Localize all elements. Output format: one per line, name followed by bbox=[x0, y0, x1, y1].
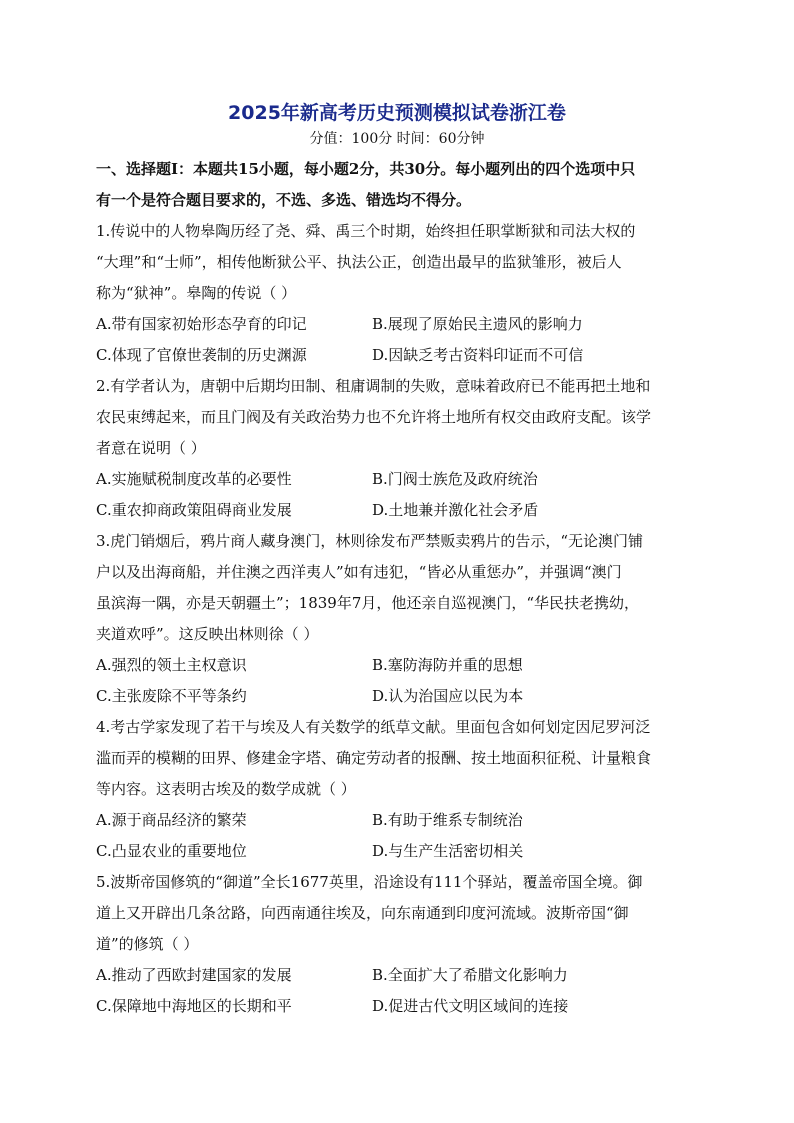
option-b: B.有助于维系专制统治 bbox=[372, 811, 523, 829]
question-stem bbox=[96, 712, 698, 805]
question-stem-line: 2.有学者认为，唐朝中后期均田制、租庸调制的失败，意味着政府已不能再把土地和 bbox=[96, 377, 651, 395]
section-heading-line: 有一个是符合题目要求的，不选、多选、错选均不得分。 bbox=[96, 191, 472, 209]
options-row bbox=[96, 991, 698, 1022]
options-row bbox=[96, 464, 698, 495]
question-options bbox=[96, 464, 698, 526]
question-stem-line: 夹道欢呼”。这反映出林则徐（ ） bbox=[96, 625, 319, 643]
option-c: C.体现了官僚世袭制的历史渊源 bbox=[96, 346, 307, 364]
question-stem-line: 户以及出海商船，并住澳之西洋夷人”如有违犯，“皆必从重惩办”，并强调“澳门 bbox=[96, 563, 622, 581]
option-d: D.土地兼并激化社会矛盾 bbox=[372, 501, 539, 519]
option-b: B.展现了原始民主遗风的影响力 bbox=[372, 315, 583, 333]
question-options bbox=[96, 309, 698, 371]
exam-title: 2025年新高考历史预测模拟试卷浙江卷 bbox=[228, 102, 566, 124]
options-row bbox=[96, 681, 698, 712]
options-row bbox=[96, 836, 698, 867]
option-a: A.强烈的领土主权意识 bbox=[96, 656, 247, 674]
question-stem bbox=[96, 371, 698, 464]
options-row bbox=[96, 650, 698, 681]
option-b: B.塞防海防并重的思想 bbox=[372, 656, 523, 674]
option-c: C.保障地中海地区的长期和平 bbox=[96, 997, 292, 1015]
option-c: C.重农抑商政策阻碍商业发展 bbox=[96, 501, 292, 519]
options-row bbox=[96, 309, 698, 340]
question-options bbox=[96, 650, 698, 712]
option-b: B.门阀士族危及政府统治 bbox=[372, 470, 538, 488]
question-options bbox=[96, 805, 698, 867]
option-a: A.带有国家初始形态孕育的印记 bbox=[96, 315, 307, 333]
option-c: C.凸显农业的重要地位 bbox=[96, 842, 247, 860]
option-d: D.认为治国应以民为本 bbox=[372, 687, 524, 705]
question-options bbox=[96, 960, 698, 1022]
question-stem-line: 称为“狱神”。皋陶的传说（ ） bbox=[96, 284, 297, 302]
section-heading-line: 一、选择题Ⅰ：本题共15小题，每小题2分，共30分。每小题列出的四个选项中只 bbox=[96, 160, 636, 178]
question-stem-line: 者意在说明（ ） bbox=[96, 439, 206, 457]
question-5 bbox=[96, 867, 698, 1022]
question-4 bbox=[96, 712, 698, 867]
question-2 bbox=[96, 371, 698, 526]
question-stem-line: 5.波斯帝国修筑的“御道”全长1677英里，沿途设有111个驿站，覆盖帝国全境。御 bbox=[96, 873, 643, 891]
question-stem-line: 道”的修筑（ ） bbox=[96, 935, 199, 953]
section-heading bbox=[96, 154, 698, 216]
question-stem-line: 4.考古学家发现了若干与埃及人有关数学的纸草文献。里面包含如何划定因尼罗河泛 bbox=[96, 718, 651, 736]
option-a: A.实施赋税制度改革的必要性 bbox=[96, 470, 292, 488]
options-row bbox=[96, 805, 698, 836]
question-stem-line: “大理”和“士师”，相传他断狱公平、执法公正，创造出最早的监狱雏形，被后人 bbox=[96, 253, 622, 271]
question-stem-line: 1.传说中的人物皋陶历经了尧、舜、禹三个时期，始终担任职掌断狱和司法大权的 bbox=[96, 222, 636, 240]
question-3 bbox=[96, 526, 698, 712]
option-a: A.源于商品经济的繁荣 bbox=[96, 811, 247, 829]
question-stem bbox=[96, 526, 698, 650]
option-d: D.促进古代文明区域间的连接 bbox=[372, 997, 569, 1015]
option-c: C.主张废除不平等条约 bbox=[96, 687, 247, 705]
option-a: A.推动了西欧封建国家的发展 bbox=[96, 966, 292, 984]
question-stem-line: 3.虎门销烟后，鸦片商人藏身澳门，林则徐发布严禁贩卖鸦片的告示，“无论澳门铺 bbox=[96, 532, 643, 550]
question-stem-line: 等内容。这表明古埃及的数学成就（ ） bbox=[96, 780, 356, 798]
options-row bbox=[96, 340, 698, 371]
options-row bbox=[96, 495, 698, 526]
question-1 bbox=[96, 216, 698, 371]
exam-subtitle: 分值：100分 时间：60分钟 bbox=[309, 131, 485, 147]
question-stem-line: 滥而弄的模糊的田界、修建金字塔、确定劳动者的报酬、按土地面积征税、计量粮食 bbox=[96, 749, 652, 767]
question-stem bbox=[96, 867, 698, 960]
option-d: D.与生产生活密切相关 bbox=[372, 842, 524, 860]
question-stem bbox=[96, 216, 698, 309]
question-stem-line: 道上又开辟出几条岔路，向西南通往埃及，向东南通到印度河流域。波斯帝国“御 bbox=[96, 904, 629, 922]
option-d: D.因缺乏考古资料印证而不可信 bbox=[372, 346, 584, 364]
question-stem-line: 虽滨海一隅，亦是天朝疆土”；1839年7月，他还亲自巡视澳门，“华民扶老携幼， bbox=[96, 594, 640, 612]
question-stem-line: 农民束缚起来，而且门阀及有关政治势力也不允许将土地所有权交由政府支配。该学 bbox=[96, 408, 652, 426]
options-row bbox=[96, 960, 698, 991]
option-b: B.全面扩大了希腊文化影响力 bbox=[372, 966, 568, 984]
